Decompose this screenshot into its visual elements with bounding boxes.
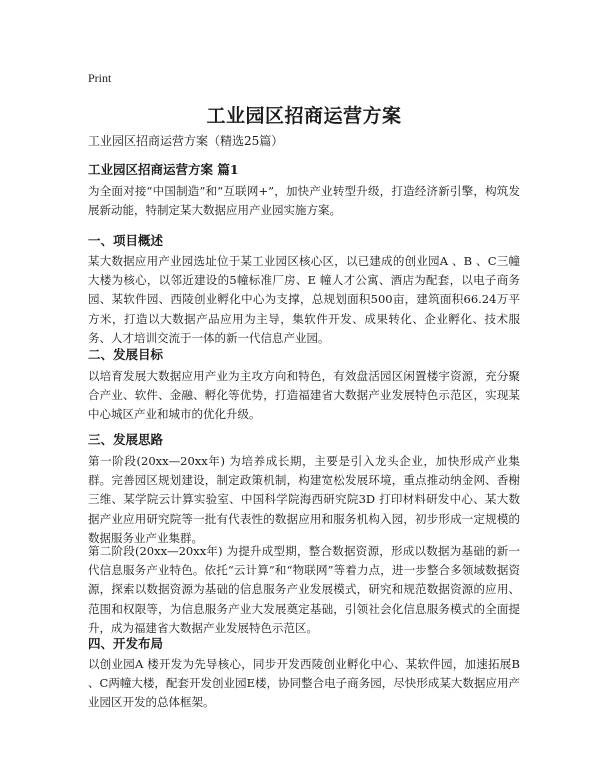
intro-paragraph: 为全面对接“中国制造”和“互联网+”，加快产业转型升级，打造经济新引擎，构筑发展新动能，特制定某大数据应用产业园实施方案。 [88,184,520,218]
section-paragraph-goals: 以培育发展大数据应用产业为主攻方向和特色，有效盘活园区闲置楼宇资源，充分聚合产业、软件、金融、孵化等优势，打造福建省大数据产业发展特色示范区，实现某中心城区产业和城市的优化升级。 [88,369,520,422]
section-paragraph-phase-1: 第一阶段(20xx—20xx年) 为培养成长期，主要是引入龙头企业，加快形成产业集群。完善园区规划建设，制定政策机制，构建宽松发展环境，重点推动纳金网、香榭三维、某学院云计算实验室、中国科学院海西研究院3D 打印材料研发中心、某大数据产业应用研究院等一批有代表性的数据应用和服务机构入园，初步形成一定规模的数据服务业产业集群。 [88,454,520,545]
document-title: 工业园区招商运营方案 [206,105,402,127]
print-link[interactable]: Print [88,71,112,85]
section-paragraph-phase-2: 第二阶段(20xx—20xx年) 为提升成型期，整合数据资源，形成以数据为基础的新一代信息服务产业特色。依托“云计算”和“物联网”等着力点，进一步整合多领域数据资源，探索以数据资源为基础的信息服务产业发展模式，研究和规范数据资源的应用、范围和权限等，为信息服务产业大发展奠定基础，引领社会化信息服务模式的全面提升，成为福建省大数据产业发展特色示范区。 [88,544,520,635]
section-heading-layout: 四、开发布局 [88,636,164,651]
section-heading-overview: 一、项目概述 [88,233,164,248]
section-paragraph-layout: 以创业园A 楼开发为先导核心，同步开发西陵创业孵化中心、某软件园，加速拓展B 、C两幢大楼，配套开发创业园E楼，协同整合电子商务园，尽快形成某大数据应用产业园区开发的总体框架。 [88,657,520,710]
document-subtitle: 工业园区招商运营方案（精选25篇） [88,134,284,148]
chapter-title: 工业园区招商运营方案 篇1 [88,162,239,177]
section-paragraph-overview: 某大数据应用产业园选址位于某工业园区核心区，以已建成的创业园A 、B 、C三幢大楼为核心，以邻近建设的5幢标准厂房、E 幢人才公寓、酒店为配套，以电子商务园、某软件园、西陵创业孵化中心为支撑，总规划面积500亩，建筑面积66.24万平方米，打造以大数据产品应用为主导，集软件开发、成果转化、企业孵化、技术服务、人才培训交流于一体的新一代信息产业园。 [88,254,520,345]
section-heading-strategy: 三、发展思路 [88,432,164,447]
section-heading-goals: 二、发展目标 [88,347,164,362]
